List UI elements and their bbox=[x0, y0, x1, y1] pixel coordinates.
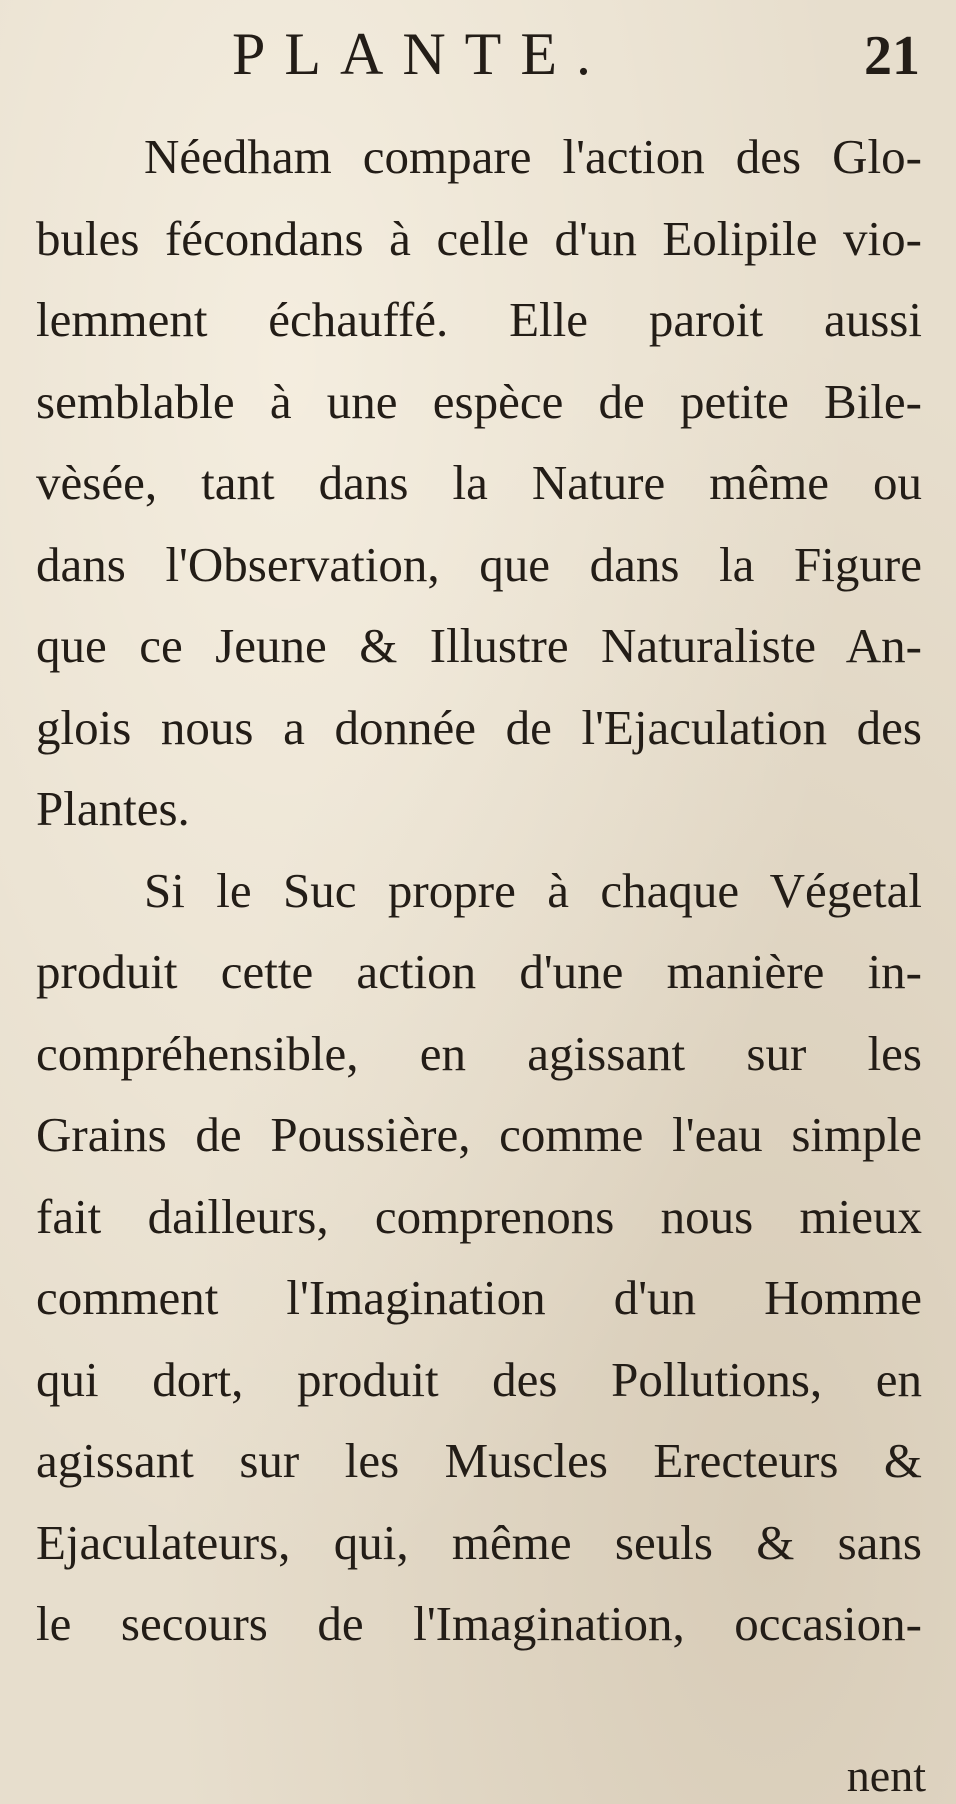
text-line: vèsée, tant dans la Nature même ou bbox=[36, 455, 922, 510]
text-line: Néedham compare l'action des Glo- bbox=[144, 129, 922, 184]
text-line: dans l'Observation, que dans la Figure bbox=[36, 536, 922, 592]
text-line: agissant sur les Muscles Erecteurs & bbox=[36, 1433, 922, 1488]
catchword: nent bbox=[846, 1750, 926, 1801]
text-line: Grains de Poussière, comme l'eau simple bbox=[36, 1107, 922, 1162]
page-header bbox=[0, 4, 956, 94]
text-line: Si le Suc propre à chaque Végetal bbox=[144, 862, 922, 918]
text-line: glois nous a donnée de l'Ejaculation des bbox=[36, 699, 922, 755]
text-line: bules fécondans à celle d'un Eolipile vio- bbox=[36, 210, 922, 266]
text-line: fait dailleurs, comprenons nous mieux bbox=[36, 1188, 922, 1244]
text-line: Plantes. bbox=[36, 781, 190, 836]
text-line: semblable à une espèce de petite Bile- bbox=[36, 373, 922, 429]
running-head: PLANTE. bbox=[232, 21, 610, 87]
text-line: comment l'Imagination d'un Homme bbox=[36, 1270, 922, 1325]
text-line: Ejaculateurs, qui, même seuls & sans bbox=[36, 1514, 922, 1570]
text-line: produit cette action d'une manière in- bbox=[36, 944, 922, 999]
text-line: compréhensible, en agissant sur les bbox=[36, 1025, 922, 1081]
text-line: que ce Jeune & Illustre Naturaliste An- bbox=[36, 618, 922, 673]
text-line: lemment échauffé. Elle paroit aussi bbox=[36, 292, 922, 347]
text-line: qui dort, produit des Pollutions, en bbox=[36, 1351, 922, 1407]
body-text bbox=[36, 116, 922, 1665]
text-line: le secours de l'Imagination, occasion- bbox=[36, 1596, 922, 1651]
paragraph-2 bbox=[36, 850, 922, 1665]
paragraph-1 bbox=[36, 116, 922, 850]
page-number: 21 bbox=[864, 25, 920, 87]
